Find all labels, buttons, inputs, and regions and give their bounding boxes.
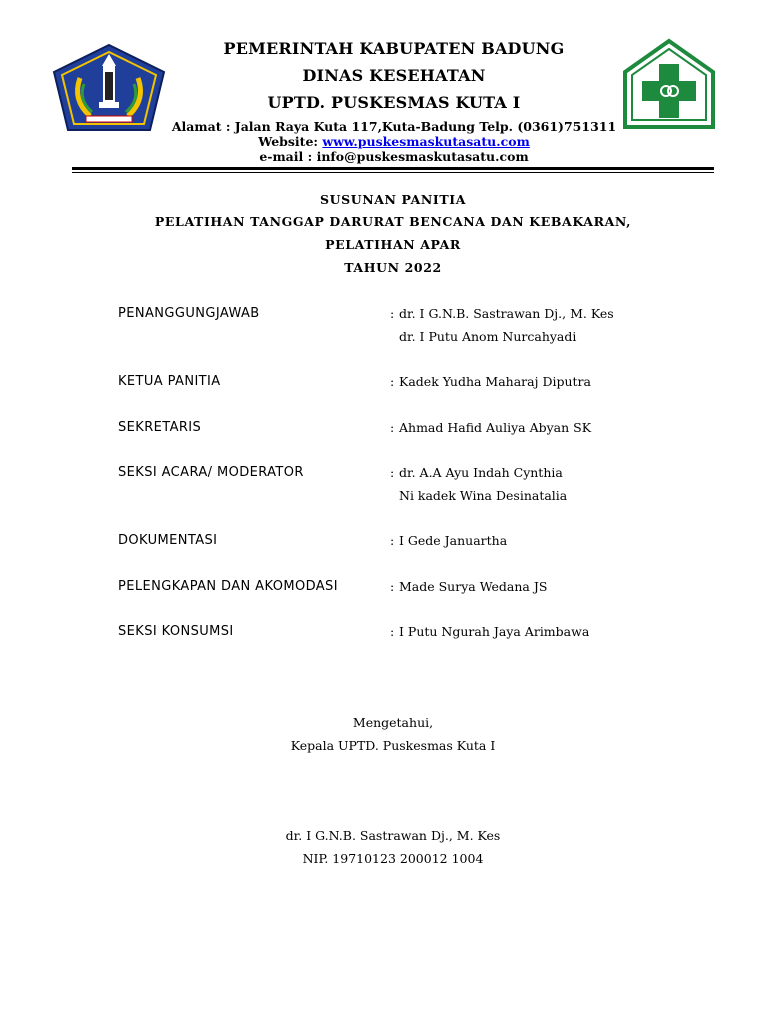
colon: : xyxy=(390,420,395,435)
member-name: I Putu Ngurah Jaya Arimbawa xyxy=(399,624,590,639)
role-label: SEKRETARIS xyxy=(118,420,202,435)
member-name: dr. I G.N.B. Sastrawan Dj., M. Kes xyxy=(399,306,614,321)
colon: : xyxy=(390,624,395,639)
role-label: PELENGKAPAN DAN AKOMODASI xyxy=(118,579,338,594)
acknowledged-label: Mengetahui, xyxy=(352,715,434,730)
website-link[interactable]: www.puskesmaskutasatu.com xyxy=(322,134,530,149)
signer-nip: NIP. 19710123 200012 1004 xyxy=(302,851,484,866)
signer-position: Kepala UPTD. Puskesmas Kuta I xyxy=(290,738,496,753)
department-name: DINAS KESEHATAN xyxy=(302,66,486,85)
colon: : xyxy=(390,465,395,480)
member-name: dr. I Putu Anom Nurcahyadi xyxy=(399,329,577,344)
member-name: Made Surya Wedana JS xyxy=(399,579,548,594)
training-title: PELATIHAN TANGGAP DARURAT BENCANA DAN KEBAKARAN, xyxy=(154,214,632,229)
training-subtitle: PELATIHAN APAR xyxy=(325,237,461,252)
role-label: KETUA PANITIA xyxy=(118,374,221,389)
role-label: PENANGGUNGJAWAB xyxy=(118,306,260,321)
document-title: SUSUNAN PANITIA xyxy=(319,192,467,207)
member-name: Ahmad Hafid Auliya Abyan SK xyxy=(399,420,592,435)
member-name: Kadek Yudha Maharaj Diputra xyxy=(399,374,591,389)
clinic-name: UPTD. PUSKESMAS KUTA I xyxy=(267,93,521,112)
role-label: SEKSI KONSUMSI xyxy=(118,624,234,639)
email-line: e-mail : info@puskesmaskutasatu.com xyxy=(259,149,529,164)
letterhead-divider-thick xyxy=(72,167,714,170)
year-title: TAHUN 2022 xyxy=(344,260,442,275)
colon: : xyxy=(390,374,395,389)
signer-name: dr. I G.N.B. Sastrawan Dj., M. Kes xyxy=(285,828,501,843)
role-label: DOKUMENTASI xyxy=(118,533,218,548)
address-line: Alamat : Jalan Raya Kuta 117,Kuta-Badung Telp. (0361)751311 xyxy=(171,119,617,134)
member-name: dr. A.A Ayu Indah Cynthia xyxy=(399,465,563,480)
role-label: SEKSI ACARA/ MODERATOR xyxy=(118,465,304,480)
letterhead-divider-thin xyxy=(72,172,714,173)
website-line xyxy=(170,134,618,149)
government-name: PEMERINTAH KABUPATEN BADUNG xyxy=(223,39,565,58)
member-name: I Gede Januartha xyxy=(399,533,508,548)
puskesmas-cross-logo-icon xyxy=(622,38,716,130)
badung-regency-emblem-icon xyxy=(50,42,168,134)
colon: : xyxy=(390,533,395,548)
member-name: Ni kadek Wina Desinatalia xyxy=(399,488,568,503)
website-label: Website: xyxy=(258,134,323,149)
colon: : xyxy=(390,306,395,321)
colon: : xyxy=(390,579,395,594)
